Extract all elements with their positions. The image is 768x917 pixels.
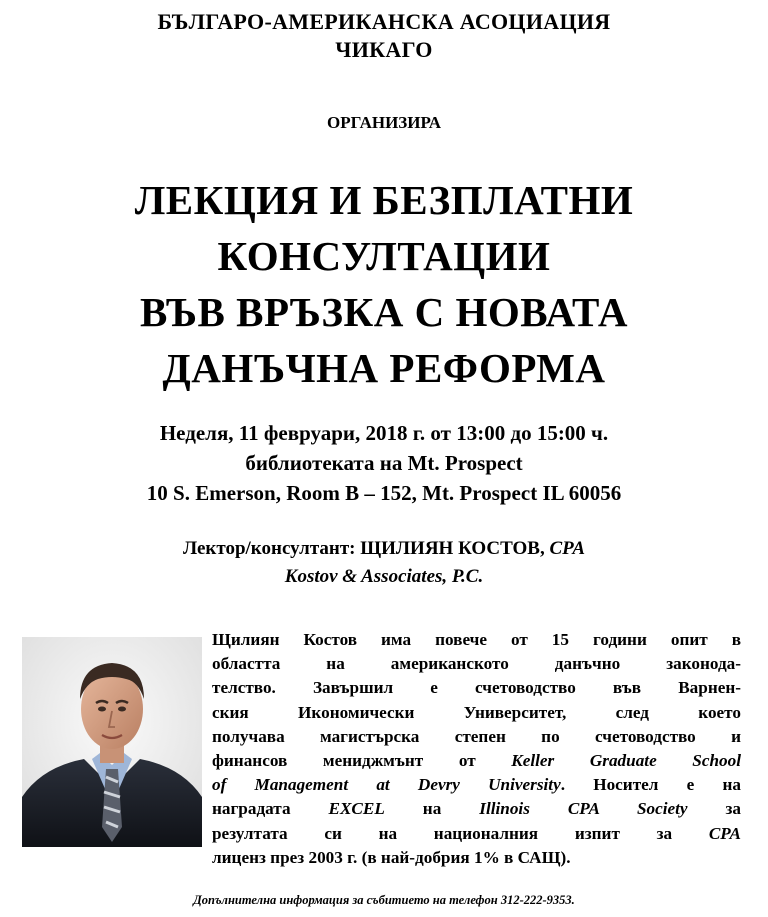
bio-school-name: Keller Graduate School	[511, 751, 742, 771]
bio-cpa: CPA	[708, 823, 741, 843]
bio-line: лиценз през 2003 г. (в най-добрия 1% в САЩ).	[212, 847, 571, 867]
title-line-3: ВЪВ ВРЪЗКА С НОВАТА	[140, 289, 628, 335]
lector-label: Лектор/консултант: ЩИЛИЯН КОСТОВ,	[182, 538, 550, 559]
lector-firm: Kostov & Associates, P.C.	[284, 566, 484, 587]
lector-info	[0, 535, 768, 591]
organization-name	[0, 8, 768, 64]
bio-line	[212, 773, 741, 797]
bio-line: областта на американското данъчно законода-	[212, 654, 741, 674]
lector-credential: CPA	[549, 538, 586, 559]
org-line-2: ЧИКАГО	[335, 37, 433, 62]
bio-line: Щилиян Костов има повече от 15 години опит в	[212, 630, 741, 649]
bio-text: . Носител е на	[560, 775, 741, 795]
bio-school-name-cont: of Management at Devry University	[212, 775, 561, 795]
bio-line	[212, 822, 741, 846]
bio-text: резултата си на националния изпит за	[212, 823, 709, 843]
bio-line	[212, 797, 741, 821]
bio-text: за	[687, 799, 742, 819]
lector-portrait-photo	[22, 637, 202, 847]
bio-line: получава магистърска степен по счетоводство и	[212, 726, 741, 746]
bio-line: ския Икономически Университет, след което	[212, 702, 741, 722]
bio-award-name: EXCEL	[328, 799, 385, 819]
bio-line: телство. Завършил е счетоводство във Варнен-	[212, 678, 741, 698]
title-line-4: ДАНЪЧНА РЕФОРМА	[162, 345, 606, 391]
organizes-label: ОРГАНИЗИРА	[327, 113, 441, 132]
title-line-2: КОНСУЛТАЦИИ	[217, 233, 551, 279]
event-address: 10 S. Emerson, Room B – 152, Mt. Prospect IL 60056	[146, 481, 622, 505]
bio-text: на	[384, 799, 480, 819]
footer-contact-info: Допълнителна информация за събитието на телефон 312-222-9353.	[193, 893, 575, 907]
event-venue: библиотеката на Mt. Prospect	[245, 451, 523, 475]
org-line-1: БЪЛГАРО-АМЕРИКАНСКА АСОЦИАЦИЯ	[157, 9, 611, 34]
event-date-time: Неделя, 11 февруари, 2018 г. от 13:00 до 15:00 ч.	[159, 421, 609, 445]
bio-society-name: Illinois CPA Society	[479, 799, 688, 819]
bio-text: финансов мениджмънт от	[212, 751, 512, 771]
event-title	[0, 172, 768, 396]
bio-text: наградата	[212, 799, 329, 819]
lector-biography	[212, 628, 741, 870]
title-line-1: ЛЕКЦИЯ И БЕЗПЛАТНИ	[134, 177, 634, 223]
bio-line	[212, 749, 741, 773]
event-details	[0, 418, 768, 508]
